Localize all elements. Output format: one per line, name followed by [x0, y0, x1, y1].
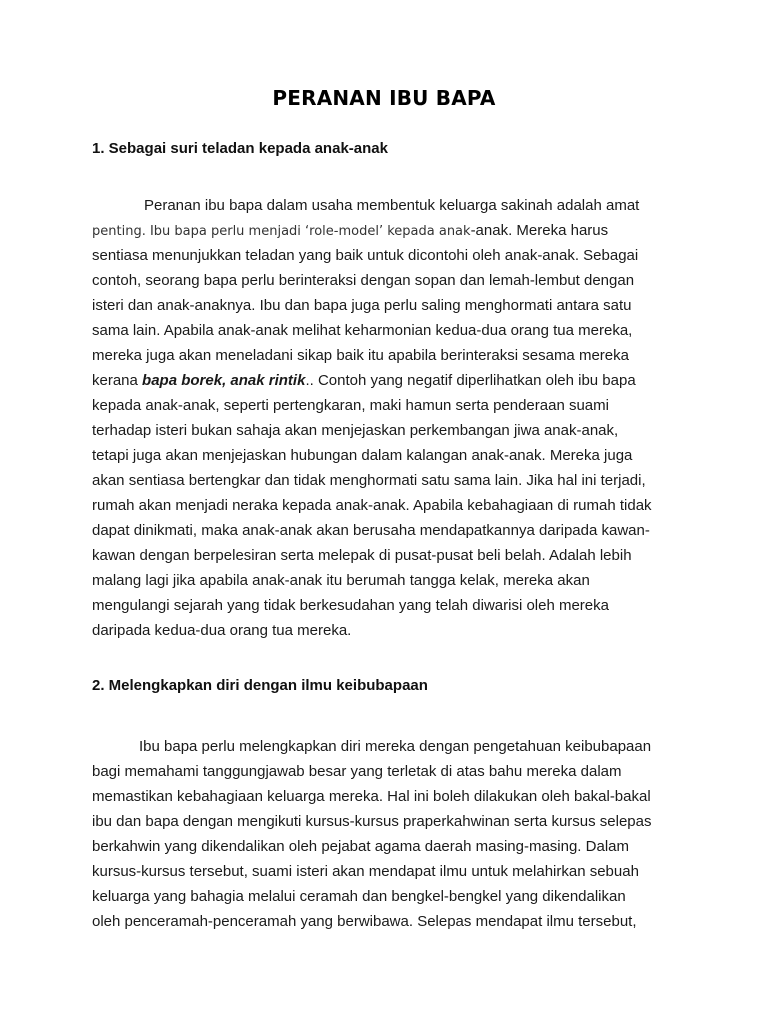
- paragraph-line: keluarga yang bahagia melalui ceramah dan bengkel-bengkel yang dikendalikan: [92, 888, 626, 905]
- paragraph-line: berkahwin yang dikendalikan oleh pejabat agama daerah masing-masing. Dalam: [92, 838, 629, 855]
- paragraph-line: malang lagi jika apabila anak-anak itu berumah tangga kelak, mereka akan: [92, 572, 590, 589]
- section-heading-2: 2. Melengkapkan diri dengan ilmu keibubapaan: [92, 677, 428, 694]
- paragraph-line: tetapi juga akan menjejaskan hubungan dalam kalangan anak-anak. Mereka juga: [92, 447, 633, 464]
- paragraph-line: Peranan ibu bapa dalam usaha membentuk keluarga sakinah adalah amat: [144, 197, 640, 214]
- paragraph-line: akan sentiasa bertengkar dan tidak menghormati satu sama lain. Jika hal ini terjadi,: [92, 472, 646, 489]
- section-heading-1: 1. Sebagai suri teladan kepada anak-anak: [92, 140, 388, 157]
- paragraph-line: [92, 372, 636, 390]
- paragraph-line: isteri dan anak-anaknya. Ibu dan bapa juga perlu saling menghormati antara satu: [92, 297, 632, 314]
- paragraph-line: kawan dengan berpelesiran serta melepak di pusat-pusat beli belah. Adalah lebih: [92, 547, 632, 564]
- paragraph-line: contoh, seorang bapa perlu berinteraksi dengan sopan dan lemah-lembut dengan: [92, 272, 635, 289]
- paragraph-line: kursus-kursus tersebut, suami isteri akan mendapat ilmu untuk melahirkan sebuah: [92, 863, 639, 880]
- paragraph-line: dapat dinikmati, maka anak-anak akan berusaha mendapatkannya daripada kawan-: [92, 522, 650, 539]
- paragraph-line-fragment: -anak. Mereka harus: [470, 222, 609, 239]
- paragraph-line: memastikan kebahagiaan keluarga mereka. Hal ini boleh dilakukan oleh bakal-bakal: [92, 788, 651, 805]
- paragraph-line: mereka juga akan meneladani sikap baik itu apabila berinteraksi sesama mereka: [92, 347, 629, 364]
- paragraph-line: sentiasa menunjukkan teladan yang baik untuk dicontohi oleh anak-anak. Sebagai: [92, 247, 639, 264]
- paragraph-line: daripada kedua-dua orang tua mereka.: [92, 622, 352, 639]
- paragraph-line: Ibu bapa perlu melengkapkan diri mereka dengan pengetahuan keibubapaan: [139, 738, 652, 755]
- emphasized-proverb: bapa borek, anak rintik: [142, 372, 306, 389]
- paragraph-line: oleh penceramah-penceramah yang berwibawa. Selepas mendapat ilmu tersebut,: [92, 913, 637, 930]
- paragraph-line-fragment: kerana: [92, 372, 143, 389]
- paragraph-line: [92, 222, 608, 241]
- paragraph-line: mengulangi sejarah yang tidak berkesudahan yang telah diwarisi oleh mereka: [92, 597, 609, 614]
- paragraph-line-fragment: .. Contoh yang negatif diperlihatkan oleh ibu bapa: [305, 372, 636, 389]
- paragraph-line: terhadap isteri bukan sahaja akan menjejaskan perkembangan jiwa anak-anak,: [92, 422, 619, 439]
- document-title: PERANAN IBU BAPA: [272, 86, 496, 110]
- paragraph-line: rumah akan menjadi neraka kepada anak-anak. Apabila kebahagiaan di rumah tidak: [92, 497, 652, 514]
- paragraph-line: kepada anak-anak, seperti pertengkaran, maki hamun serta penderaan suami: [92, 397, 609, 414]
- paragraph-line-fragment: penting. Ibu bapa perlu menjadi ‘role-model’ kepada anak: [92, 224, 471, 239]
- paragraph-line: ibu dan bapa dengan mengikuti kursus-kursus praperkahwinan serta kursus selepas: [92, 813, 652, 830]
- paragraph-line: sama lain. Apabila anak-anak melihat keharmonian kedua-dua orang tua mereka,: [92, 322, 633, 339]
- paragraph-line: bagi memahami tanggungjawab besar yang terletak di atas bahu mereka dalam: [92, 763, 622, 780]
